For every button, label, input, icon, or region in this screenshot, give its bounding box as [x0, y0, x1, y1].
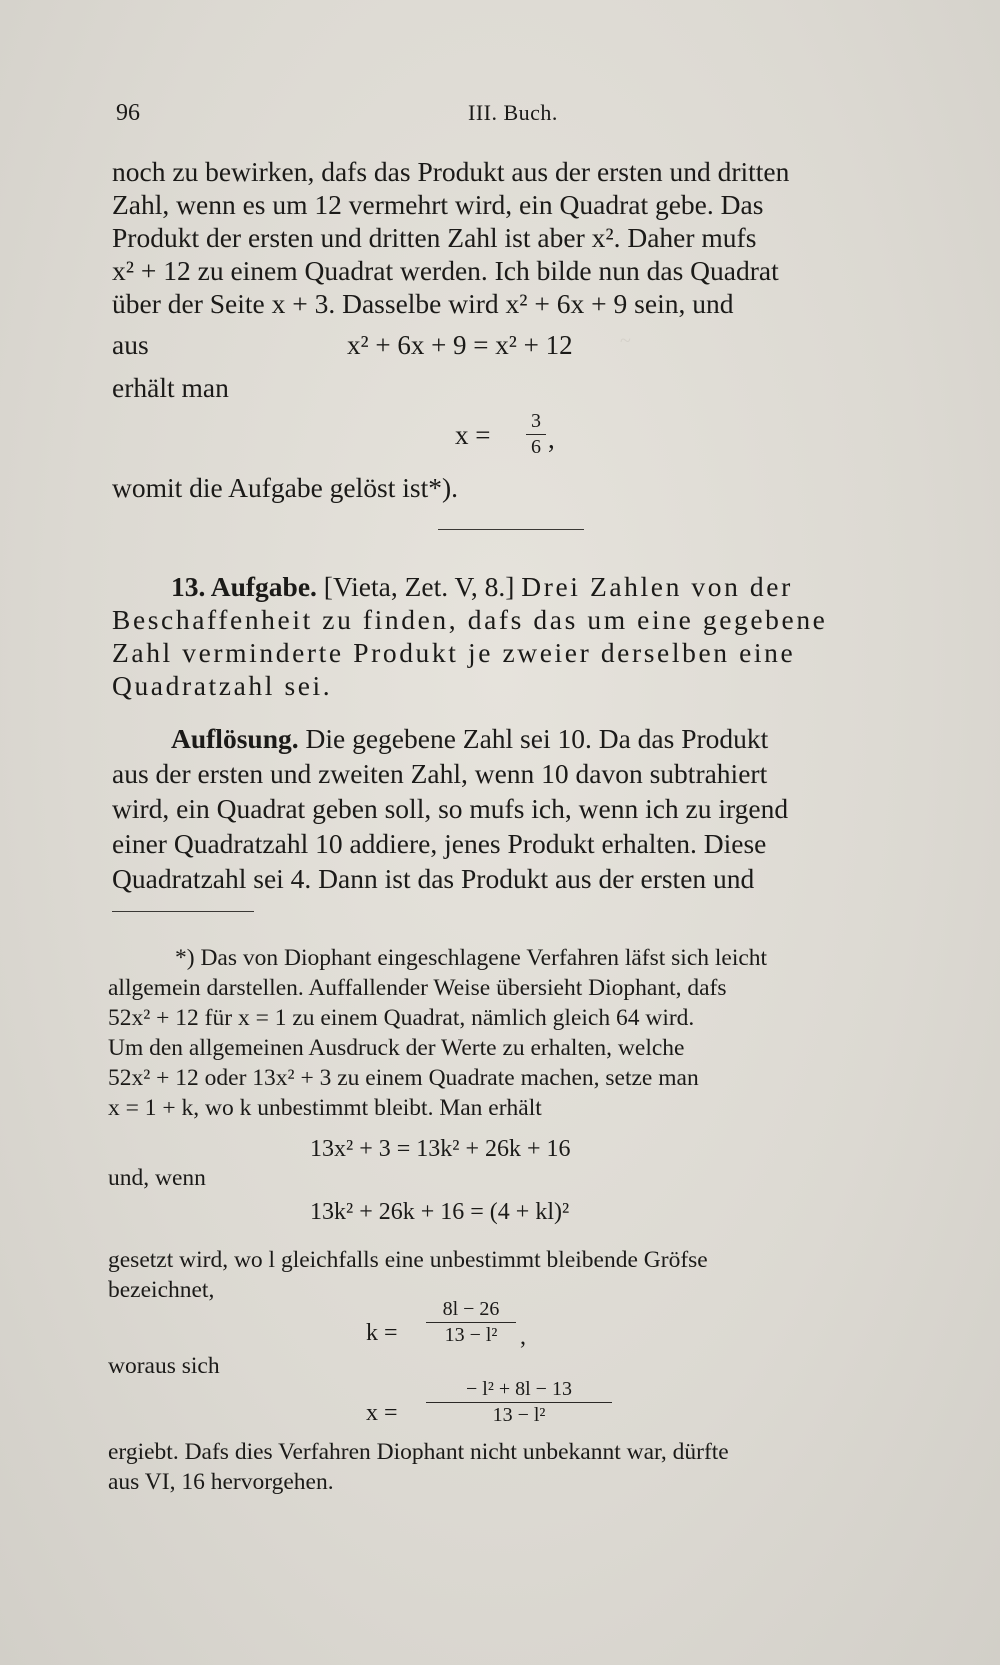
problem-label: 13. Aufgabe. — [171, 571, 317, 602]
fraction-bar — [526, 434, 546, 435]
equation-lhs: k = — [366, 1320, 398, 1346]
footnote-separator — [112, 911, 254, 912]
text-line: womit die Aufgabe gelöst ist*). — [112, 472, 458, 503]
bleed-through-mark: ~ — [620, 330, 631, 352]
footnote-line: Um den allgemeinen Ausdruck der Werte zu erhalten, welche — [108, 1035, 685, 1061]
footnote-equation: 13k² + 26k + 16 = (4 + kl)² — [310, 1199, 570, 1225]
equation-lhs: x = — [455, 420, 491, 450]
fraction-bar — [426, 1402, 612, 1403]
fraction — [526, 410, 546, 459]
comma: , — [520, 1324, 526, 1350]
footnote-line: gesetzt wird, wo l gleichfalls eine unbestimmt bleibende Gröfse — [108, 1247, 708, 1273]
fraction-bar — [426, 1322, 516, 1323]
problem-reference: [Vieta, Zet. V, 8.] — [323, 571, 515, 602]
text-line: aus der ersten und zweiten Zahl, wenn 10 davon subtrahiert — [112, 758, 768, 789]
text-line: Beschaffenheit zu finden, dafs das um eine gegebene — [112, 604, 828, 635]
fraction-numerator: − l² + 8l − 13 — [466, 1378, 572, 1400]
fraction-numerator: 8l − 26 — [442, 1298, 500, 1320]
text-line: Zahl verminderte Produkt je zweier derselben eine — [112, 637, 796, 668]
text-line: einer Quadratzahl 10 addiere, jenes Produkt erhalten. Diese — [112, 828, 767, 859]
footnote-line: aus VI, 16 hervorgehen. — [108, 1469, 334, 1495]
footnote-line: bezeichnet, — [108, 1277, 215, 1303]
text-line: Produkt der ersten und dritten Zahl ist aber x². Daher mufs — [112, 222, 757, 253]
text-line: Quadratzahl sei. — [112, 670, 333, 701]
fraction-denominator: 13 − l² — [492, 1404, 546, 1426]
comma: , — [548, 424, 555, 454]
footnote-line: ergiebt. Dafs dies Verfahren Diophant nicht unbekannt war, dürfte — [108, 1439, 729, 1465]
text-line: wird, ein Quadrat geben soll, so mufs ich, wenn ich zu irgend — [112, 793, 789, 824]
page-number: 96 — [116, 100, 140, 126]
solution-text: Die gegebene Zahl sei 10. Da das Produkt — [305, 723, 769, 754]
text-line: Quadratzahl sei 4. Dann ist das Produkt aus der ersten und — [112, 863, 755, 894]
footnote-equation: 13x² + 3 = 13k² + 26k + 16 — [310, 1136, 571, 1162]
section-separator — [438, 529, 584, 530]
footnote-line: und, wenn — [108, 1165, 206, 1191]
footnote-line: *) Das von Diophant eingeschlagene Verfahren läfst sich leicht — [175, 945, 768, 971]
fraction-numerator: 3 — [531, 410, 541, 432]
text-aus: aus — [112, 329, 149, 360]
footnote-line: woraus sich — [108, 1353, 220, 1379]
footnote-line: 52x² + 12 oder 13x² + 3 zu einem Quadrate machen, setze man — [108, 1065, 699, 1091]
text-line: Zahl, wenn es um 12 vermehrt wird, ein Quadrat gebe. Das — [112, 189, 764, 220]
text-line: x² + 12 zu einem Quadrat werden. Ich bilde nun das Quadrat — [112, 255, 779, 286]
footnote-line: allgemein darstellen. Auffallender Weise übersieht Diophant, dafs — [108, 975, 727, 1001]
problem-first-line — [171, 570, 793, 604]
equation: x² + 6x + 9 = x² + 12 — [347, 330, 573, 360]
fraction — [426, 1298, 516, 1347]
solution-first-line — [171, 722, 768, 756]
running-title: III. Buch. — [468, 100, 558, 125]
text-line: noch zu bewirken, dafs das Produkt aus der ersten und dritten — [112, 156, 790, 187]
fraction-denominator: 6 — [531, 436, 541, 458]
footnote-line: x = 1 + k, wo k unbestimmt bleibt. Man erhält — [108, 1095, 542, 1121]
solution-label: Auflösung. — [171, 723, 299, 754]
fraction-denominator: 13 − l² — [444, 1324, 498, 1346]
footnote-line: 52x² + 12 für x = 1 zu einem Quadrat, nämlich gleich 64 wird. — [108, 1005, 695, 1031]
problem-text: Drei Zahlen von der — [521, 571, 793, 602]
fraction — [426, 1378, 612, 1427]
equation-lhs: x = — [366, 1400, 398, 1426]
text-line: über der Seite x + 3. Dasselbe wird x² + 6x + 9 sein, und — [112, 288, 734, 319]
text-erhaelt-man: erhält man — [112, 372, 229, 403]
